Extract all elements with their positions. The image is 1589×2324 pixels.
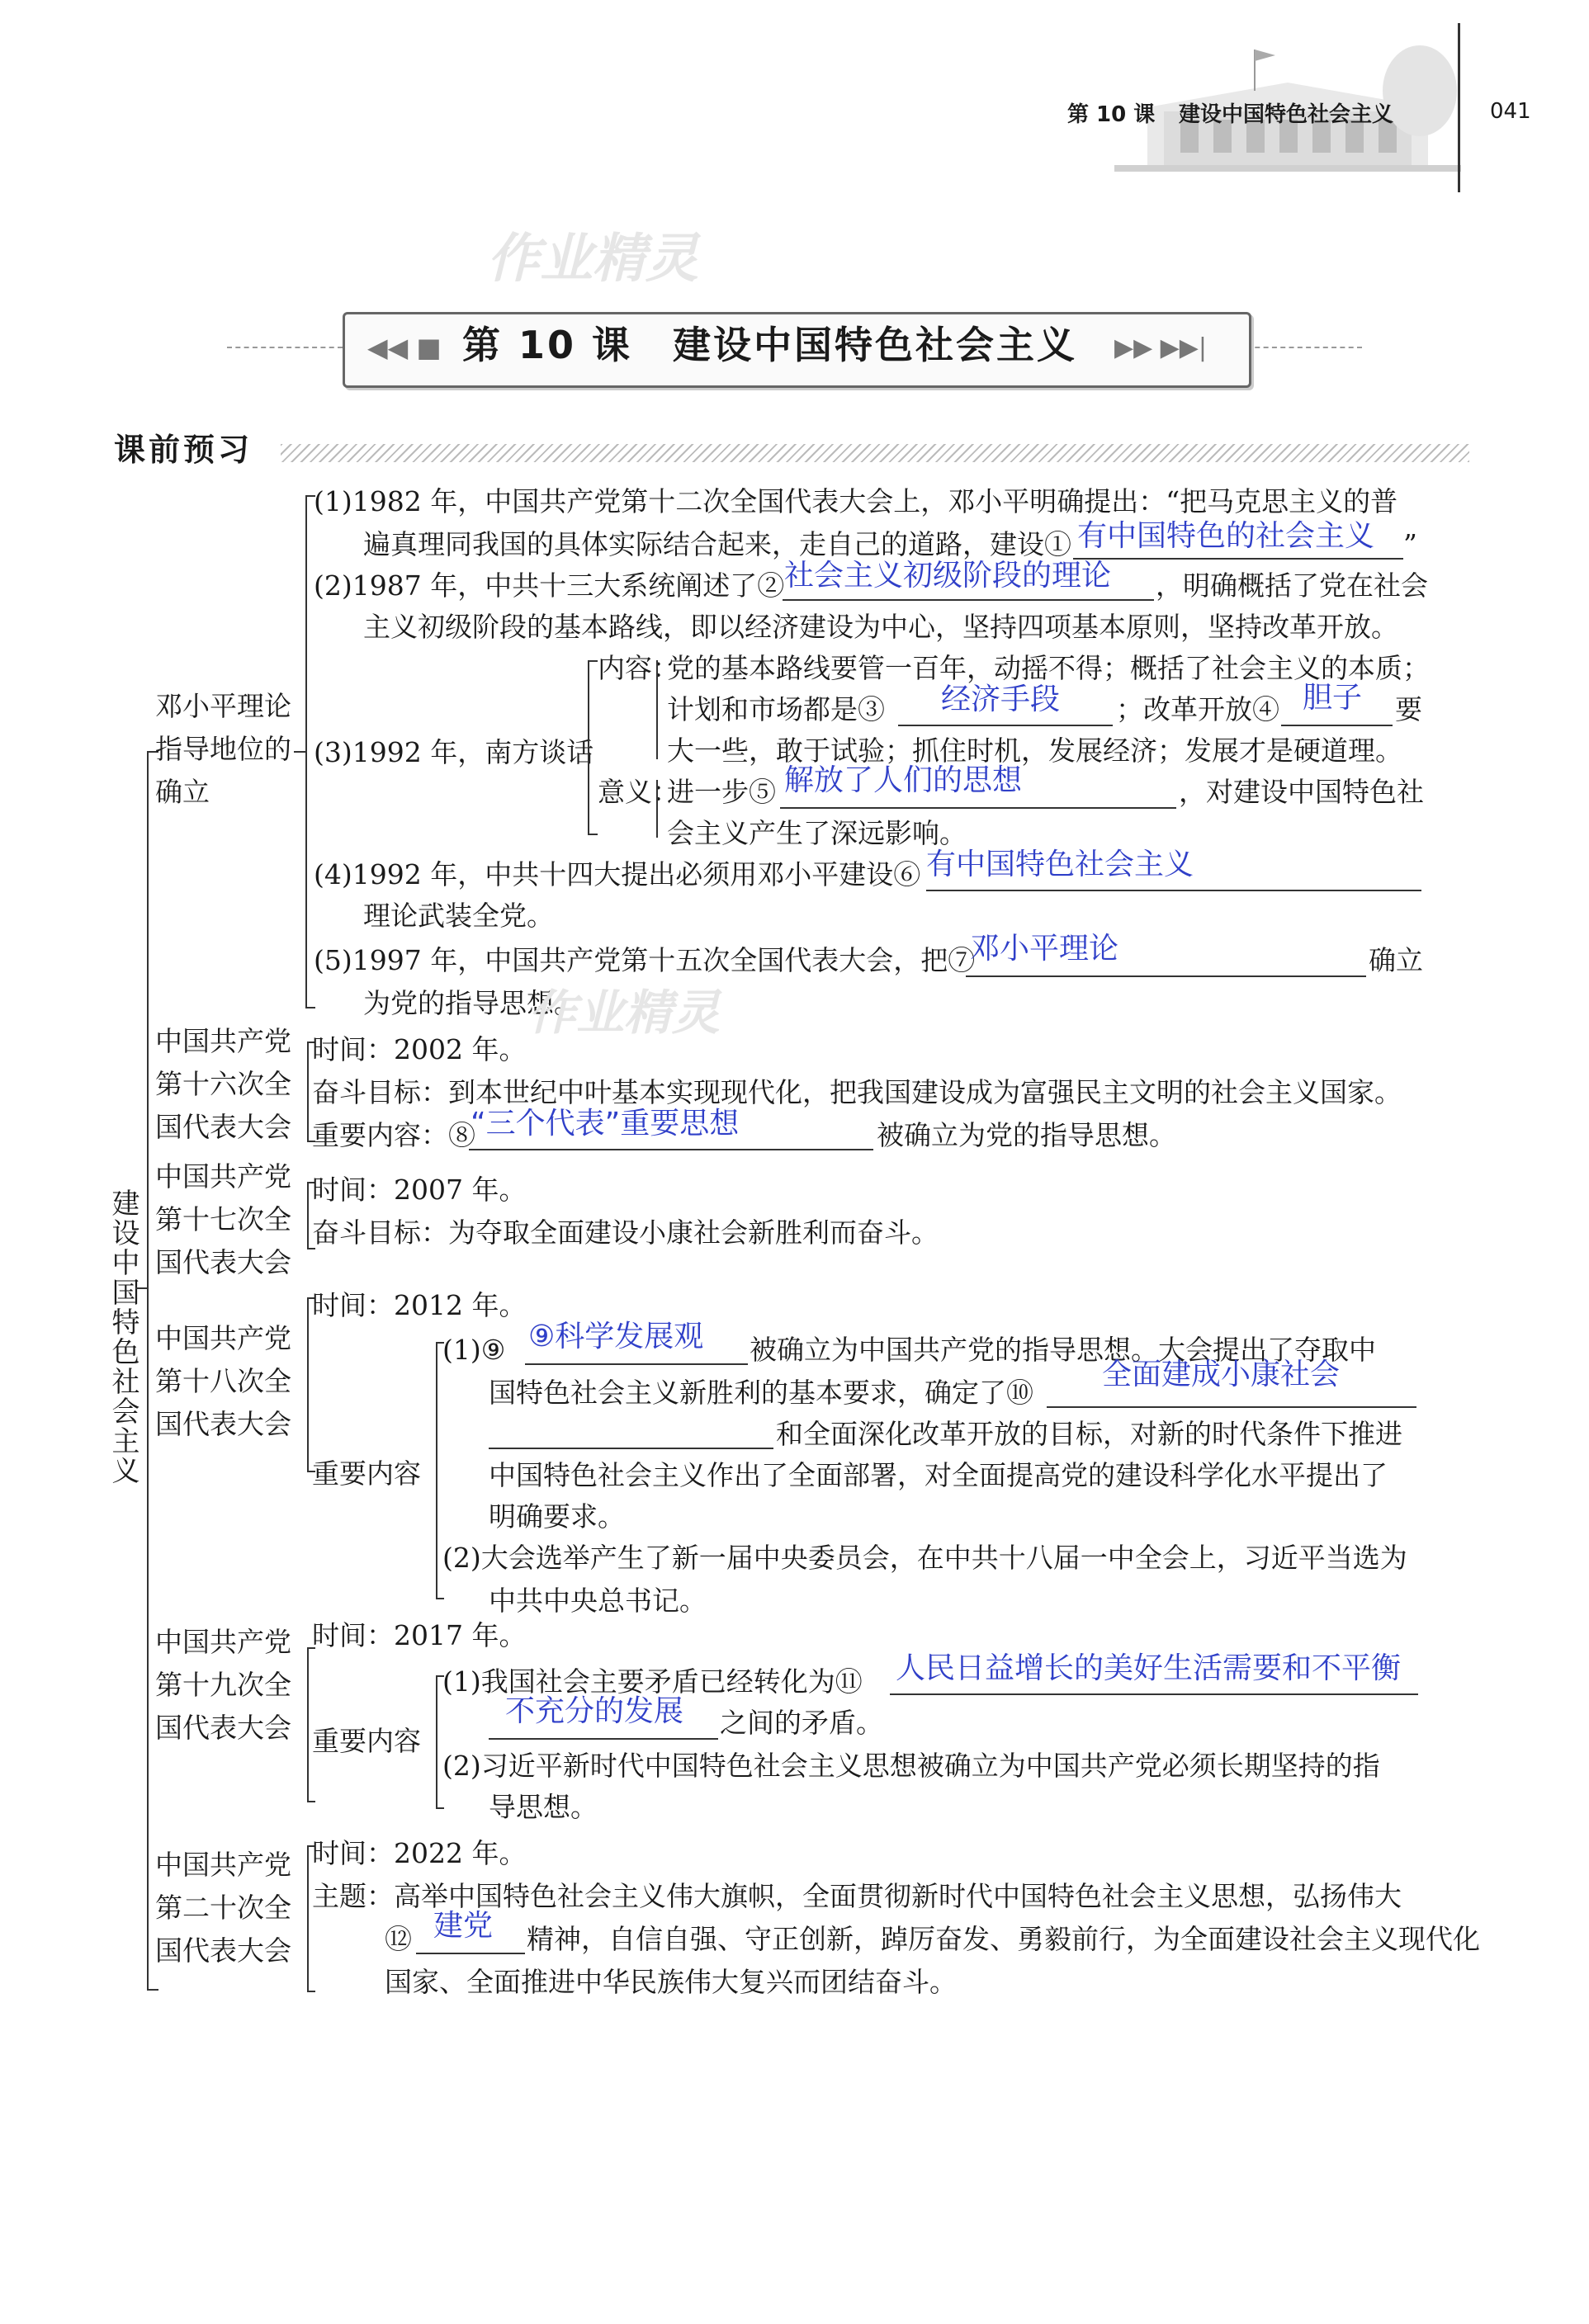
c17-goal: 奋斗目标：为夺取全面建设小康社会新胜利而奋斗。 xyxy=(312,1216,939,1249)
content-line2-end: 要 xyxy=(1395,693,1422,725)
title-dashed-right xyxy=(1246,347,1362,348)
c17-brace xyxy=(307,1182,309,1248)
meaning-line1-end: ，对建设中国特色社 xyxy=(1179,776,1424,808)
blank-9 xyxy=(525,1363,748,1365)
c16-goal: 奋斗目标：到本世纪中叶基本实现现代化，把我国建设成为富强民主文明的社会主义国家。 xyxy=(312,1076,1402,1108)
answer-2: 社会主义初级阶段的理论 xyxy=(784,559,1112,593)
content-brace xyxy=(656,660,658,759)
meaning-brace xyxy=(656,780,658,838)
c20-theme1: 主题：高举中国特色社会主义伟大旗帜，全面贯彻新时代中国特色社会主义思想，弘扬伟大 xyxy=(312,1880,1402,1912)
root-label: 建设中国特色社会主义 xyxy=(106,1188,140,1486)
section-hatch-divider xyxy=(281,444,1469,462)
answer-1: 有中国特色的社会主义 xyxy=(1077,519,1375,553)
deng-brace xyxy=(305,495,307,1007)
c20-theme2: 精神，自信自强、守正创新，踔厉奋发、勇毅前行，为全面建设社会主义现代化 xyxy=(527,1923,1480,1955)
c18-brace xyxy=(307,1297,309,1471)
deng-line6-end: 确立 xyxy=(1369,944,1423,976)
answer-11a: 人民日益增长的美好生活需要和不平衡 xyxy=(896,1651,1402,1685)
deng-line2-end: ” xyxy=(1403,528,1417,560)
blank-4 xyxy=(1281,725,1393,726)
blank-3 xyxy=(898,725,1113,726)
deng-line1: (1)1982 年，中国共产党第十二次全国代表大会上，邓小平明确提出：“把马克思主义的普 xyxy=(314,485,1398,517)
c20-theme2-num: ⑫ xyxy=(385,1923,412,1955)
c19-p2-end: 之间的矛盾。 xyxy=(720,1707,883,1739)
watermark-top: 作业精灵 xyxy=(487,229,698,290)
c16-time: 时间：2002 年。 xyxy=(312,1033,527,1065)
c18-p5: 明确要求。 xyxy=(489,1500,625,1533)
watermark-mid: 作业精灵 xyxy=(528,985,721,1041)
title-dashed-left xyxy=(227,347,343,348)
answer-12: 建党 xyxy=(433,1909,494,1943)
south-talk-brace xyxy=(588,660,589,834)
c18-p7: 中共中央总书记。 xyxy=(489,1585,707,1617)
blank-6 xyxy=(926,890,1421,891)
deng-line2: 遍真理同我国的具体实际结合起来，走自己的道路，建设① xyxy=(363,528,1071,560)
answer-7: 邓小平理论 xyxy=(970,932,1119,966)
c18-p1-end: 被确立为中国共产党的指导思想。大会提出了夺取中 xyxy=(750,1334,1376,1366)
blank-7 xyxy=(966,975,1366,977)
c18-key-label: 重要内容 xyxy=(312,1457,421,1490)
content-label: 内容： xyxy=(598,652,679,684)
south-talk-label: (3)1992 年，南方谈话 xyxy=(314,736,594,768)
header-lesson-label: 第 10 课 xyxy=(1067,102,1156,127)
c20-label: 中国共产党 第二十次全 国代表大会 xyxy=(155,1849,291,1967)
c16-key: 重要内容：⑧ xyxy=(312,1119,475,1151)
c20-brace xyxy=(307,1845,309,1991)
blank-1 xyxy=(1073,558,1403,560)
blank-11b xyxy=(489,1738,718,1740)
c16-brace xyxy=(307,1042,309,1141)
answer-5: 解放了人们的思想 xyxy=(784,763,1023,797)
deng-line3-end: ，明确概括了党在社会 xyxy=(1156,569,1428,602)
c19-time: 时间：2017 年。 xyxy=(312,1619,527,1651)
blank-11a xyxy=(890,1693,1418,1695)
page-number: 041 xyxy=(1490,99,1531,124)
deng-label: 邓小平理论 指导地位的 确立 xyxy=(155,690,291,808)
c18-key-brace xyxy=(436,1342,437,1598)
c18-p4: 中国特色社会主义作出了全面部署，对全面提高党的建设科学化水平提出了 xyxy=(489,1459,1388,1491)
header-lesson-title: 建设中国特色社会主义 xyxy=(1179,102,1394,127)
section-title: 课前预习 xyxy=(114,432,253,468)
c19-key-label: 重要内容 xyxy=(312,1725,421,1757)
c18-p1: (1)⑨ xyxy=(442,1334,506,1366)
meaning-line2: 会主义产生了深远影响。 xyxy=(667,817,967,849)
c18-time: 时间：2012 年。 xyxy=(312,1289,527,1321)
nav-left-icon: ◀◀ ■ xyxy=(367,332,442,363)
blank-5 xyxy=(780,807,1176,809)
content-line3: 大一些，敢于试验；抓住时机，发展经济；发展才是硬道理。 xyxy=(667,735,1402,767)
c18-p3: 和全面深化改革开放的目标，对新的时代条件下推进 xyxy=(776,1418,1402,1450)
deng-line6c: 为党的指导思想。 xyxy=(363,987,581,1019)
deng-line5: (4)1992 年，中共十四大提出必须用邓小平建设⑥ xyxy=(314,858,921,890)
answer-4: 胆子 xyxy=(1303,681,1363,715)
deng-line5b: 理论武装全党。 xyxy=(363,900,554,932)
deng-line6: (5)1997 年，中国共产党第十五次全国代表大会，把⑦ xyxy=(314,944,976,976)
deng-line3: (2)1987 年，中共十三大系统阐述了② xyxy=(314,569,785,602)
c19-p4: 导思想。 xyxy=(489,1791,598,1823)
c20-time: 时间：2022 年。 xyxy=(312,1837,527,1869)
blank-8 xyxy=(469,1149,873,1150)
deng-line4: 主义初级阶段的基本路线，即以经济建设为中心，坚持四项基本原则，坚持改革开放。 xyxy=(363,611,1398,643)
answer-6: 有中国特色社会主义 xyxy=(926,848,1194,881)
answer-11b: 不充分的发展 xyxy=(505,1694,684,1728)
nav-right-icon: ▶▶ ▶▶| xyxy=(1114,333,1207,362)
content-line2: 计划和市场都是③ xyxy=(667,693,885,725)
c16-key-end: 被确立为党的指导思想。 xyxy=(877,1119,1176,1151)
content-line2-mid: ；改革开放④ xyxy=(1116,693,1279,725)
c19-p1: (1)我国社会主要矛盾已经转化为⑪ xyxy=(442,1665,863,1698)
meaning-label: 意义： xyxy=(598,776,679,808)
answer-9: ⑨科学发展观 xyxy=(528,1320,704,1353)
c16-label: 中国共产党 第十六次全 国代表大会 xyxy=(155,1025,291,1143)
c18-p6: (2)大会选举产生了新一届中央委员会，在中共十八届一中全会上，习近平当选为 xyxy=(442,1542,1407,1574)
answer-3: 经济手段 xyxy=(941,683,1061,716)
c19-label: 中国共产党 第十九次全 国代表大会 xyxy=(155,1626,291,1744)
answer-10: 全面建成小康社会 xyxy=(1102,1358,1341,1391)
c18-p2: 国特色社会主义新胜利的基本要求，确定了⑩ xyxy=(489,1377,1033,1409)
c17-time: 时间：2007 年。 xyxy=(312,1174,527,1206)
lesson-title: 第 10 课 建设中国特色社会主义 xyxy=(462,323,1078,367)
c20-theme3: 国家、全面推进中华民族伟大复兴而团结奋斗。 xyxy=(385,1966,957,1998)
blank-2 xyxy=(783,599,1154,601)
c17-label: 中国共产党 第十七次全 国代表大会 xyxy=(155,1160,291,1278)
content-line1: 党的基本路线要管一百年，动摇不得；概括了社会主义的本质； xyxy=(667,652,1430,684)
blank-10a xyxy=(1047,1406,1416,1408)
c18-label: 中国共产党 第十八次全 国代表大会 xyxy=(155,1322,291,1440)
c19-key-brace xyxy=(436,1675,437,1807)
c19-brace xyxy=(307,1647,309,1801)
c19-p3: (2)习近平新时代中国特色社会主义思想被确立为中国共产党必须长期坚持的指 xyxy=(442,1750,1380,1782)
meaning-line1: 进一步⑤ xyxy=(667,776,776,808)
answer-8: “三个代表”重要思想 xyxy=(471,1107,740,1141)
blank-12 xyxy=(416,1953,525,1954)
root-brace-line xyxy=(147,751,149,1989)
blank-10b xyxy=(489,1448,773,1449)
header-divider xyxy=(1458,23,1460,192)
